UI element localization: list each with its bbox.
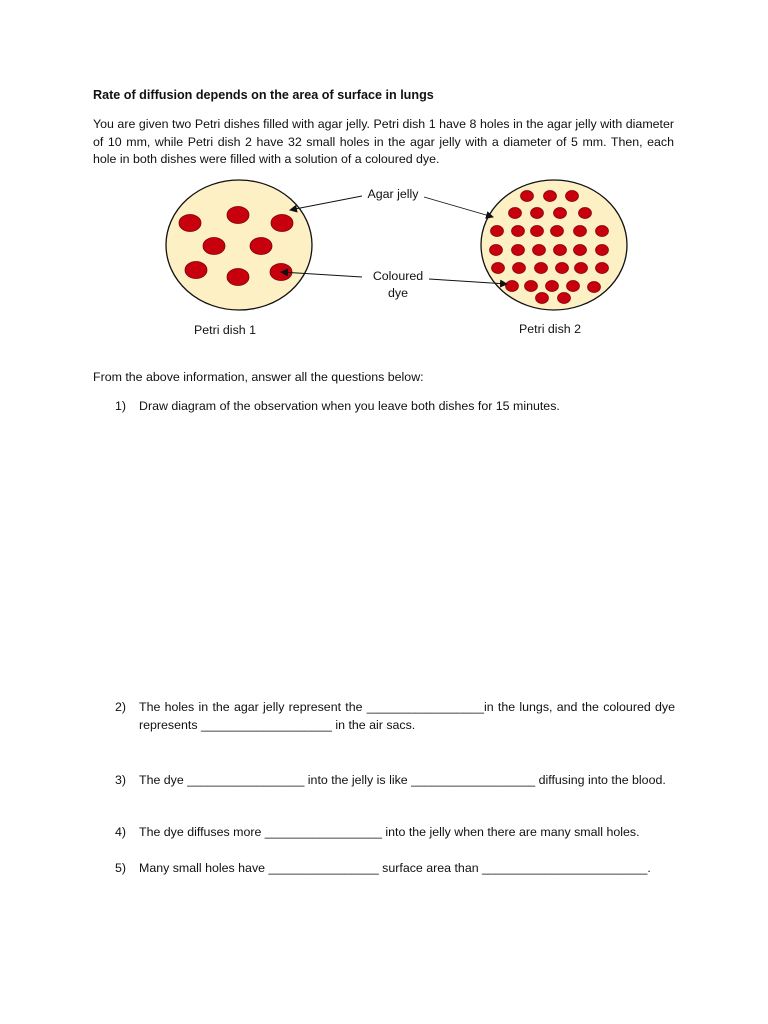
question-5 (115, 860, 675, 878)
question-text: Many small holes have ________________ surface area than ________________________. (139, 861, 651, 875)
dye-hole-small (512, 245, 525, 256)
dye-hole-small (531, 208, 544, 219)
instructions: From the above information, answer all the questions below: (93, 370, 424, 384)
question-2 (115, 699, 675, 734)
dye-hole-small (554, 245, 567, 256)
dye-hole-small (546, 281, 559, 292)
dye-hole-small (513, 263, 526, 274)
question-number: 5) (115, 861, 127, 875)
dye-hole-small (509, 208, 522, 219)
dye-hole-small (596, 226, 609, 237)
label-petri-dish-1: Petri dish 1 (194, 323, 256, 337)
question-3 (115, 772, 675, 790)
intro-paragraph: You are given two Petri dishes filled with agar jelly. Petri dish 1 have 8 holes in the agar jelly with diameter of 10 mm, while Petri dish 2 have 32 small holes in the agar jelly with a diameter of 5 mm. Then, each hole in both dishes were filled with a solution of a coloured dye. (93, 117, 674, 166)
dye-hole-small (531, 226, 544, 237)
question-text: The dye diffuses more _________________ into the jelly when there are many small holes. (139, 825, 640, 839)
dye-hole-large (185, 262, 207, 279)
question-number: 4) (115, 825, 127, 839)
dye-hole-large (250, 238, 272, 255)
dye-hole-large (203, 238, 225, 255)
label-agar-jelly: Agar jelly (367, 187, 419, 201)
label-dye: dye (388, 286, 408, 300)
question-number: 2) (115, 700, 127, 714)
question-text: The holes in the agar jelly represent the _________________in the lungs, and the coloured dye represents ___________________ in the air sacs. (139, 700, 675, 732)
petri-dish-diagram (0, 0, 768, 360)
dye-hole-small (556, 263, 569, 274)
dye-hole-large (227, 269, 249, 286)
label-coloured: Coloured (372, 269, 424, 283)
dye-hole-large (227, 207, 249, 224)
question-number: 1) (115, 399, 127, 413)
dye-hole-small (551, 226, 564, 237)
dye-hole-large (271, 215, 293, 232)
dye-hole-small (536, 293, 549, 304)
arrow-agar-to-dish1 (290, 196, 362, 210)
dye-hole-small (567, 281, 580, 292)
dye-hole-small (535, 263, 548, 274)
dye-hole-small (558, 293, 571, 304)
dye-hole-small (574, 226, 587, 237)
dye-hole-small (575, 263, 588, 274)
dye-hole-small (525, 281, 538, 292)
dye-hole-small (596, 263, 609, 274)
petri-dish-1 (166, 180, 312, 310)
dye-hole-small (579, 208, 592, 219)
dye-hole-small (490, 245, 503, 256)
dye-hole-small (533, 245, 546, 256)
dye-hole-small (544, 191, 557, 202)
question-4 (115, 824, 675, 842)
worksheet-title: Rate of diffusion depends on the area of surface in lungs (93, 88, 434, 102)
dye-hole-large (179, 215, 201, 232)
dye-hole-small (506, 281, 519, 292)
question-text: Draw diagram of the observation when you leave both dishes for 15 minutes. (139, 399, 560, 413)
arrow-agar-to-dish2 (424, 197, 493, 217)
dye-hole-small (596, 245, 609, 256)
dye-hole-small (566, 191, 579, 202)
dye-hole-small (491, 226, 504, 237)
question-text: The dye _________________ into the jelly is like __________________ diffusing into the blood. (139, 773, 666, 787)
dye-hole-small (588, 282, 601, 293)
dye-hole-small (492, 263, 505, 274)
dye-hole-small (521, 191, 534, 202)
dye-hole-small (554, 208, 567, 219)
question-number: 3) (115, 773, 127, 787)
dye-hole-small (574, 245, 587, 256)
label-petri-dish-2: Petri dish 2 (519, 322, 581, 336)
dye-hole-small (512, 226, 525, 237)
question-1 (115, 398, 675, 416)
